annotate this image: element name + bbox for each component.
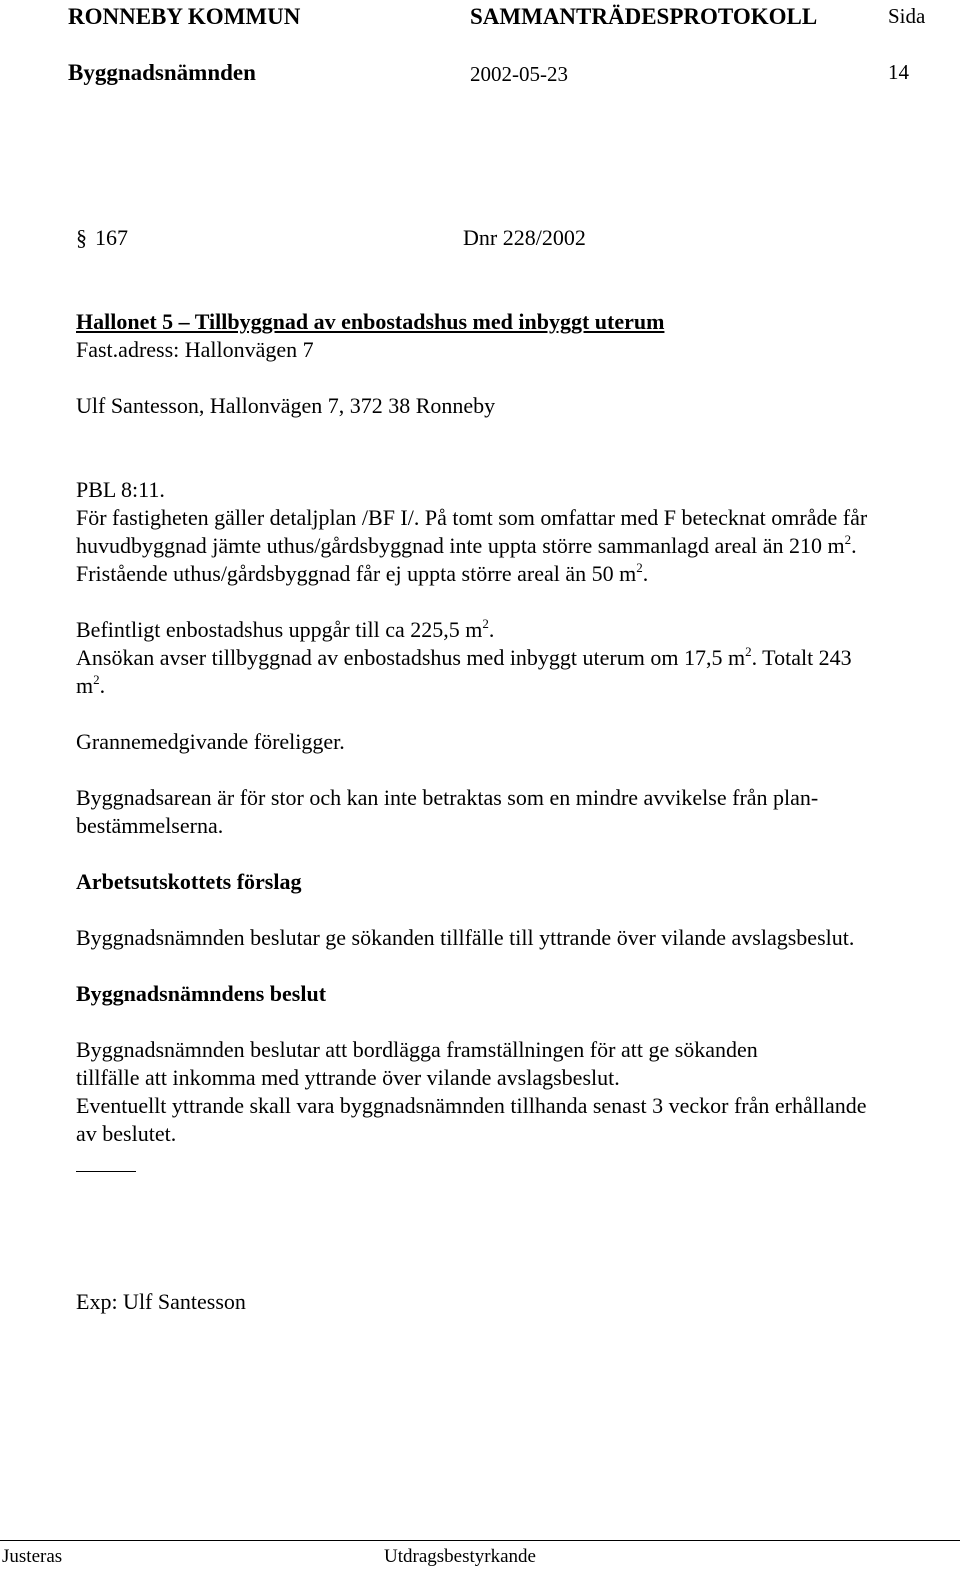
separator-line xyxy=(76,1171,136,1172)
body-line: För fastigheten gäller detaljplan /BF I/. På tomt som omfattar med F betecknat område får xyxy=(76,505,868,530)
law-reference: PBL 8:11. xyxy=(76,477,165,502)
body-line: Fristående uthus/gårdsbyggnad får ej uppta större areal än 50 $m^2$. xyxy=(76,559,649,586)
document-type: SAMMANTRÄDESPROTOKOLL xyxy=(470,4,818,29)
applicant: Ulf Santesson, Hallonvägen 7, 372 38 Ronneby xyxy=(76,393,496,418)
diary-number: Dnr 228/2002 xyxy=(463,225,586,250)
body-line: huvudbyggnad jämte uthus/gårdsbyggnad inte uppta större sammanlagd areal än 210 $m^2$. xyxy=(76,531,857,558)
page-number: 14 xyxy=(888,60,909,84)
section-number: 167 xyxy=(95,225,128,250)
property-address: Fast.adress: Hallonvägen 7 xyxy=(76,337,314,362)
org-name: RONNEBY KOMMUN xyxy=(68,4,301,29)
paragraph-sign: § xyxy=(76,225,87,250)
body-line: $m^2$. xyxy=(76,671,106,698)
decision-heading: Byggnadsnämndens beslut xyxy=(76,981,327,1006)
proposal-heading: Arbetsutskottets förslag xyxy=(76,869,302,894)
footer-justeras: Justeras xyxy=(2,1546,63,1567)
body-line: Ansökan avser tillbyggnad av enbostadshus med inbyggt uterum om 17,5 $m^2$. Totalt 243 xyxy=(76,643,852,670)
body-line: Befintligt enbostadshus uppgår till ca 225,5 $m^2$. xyxy=(76,615,495,642)
proposal-text: Byggnadsnämnden beslutar ge sökanden tillfälle till yttrande över vilande avslagsbeslut. xyxy=(76,925,855,950)
committee-name: Byggnadsnämnden xyxy=(68,60,256,85)
body-line: bestämmelserna. xyxy=(76,813,224,838)
meeting-date: 2002-05-23 xyxy=(470,62,568,86)
decision-line: Eventuellt yttrande skall vara byggnadsnämnden tillhanda senast 3 veckor från erhållande xyxy=(76,1093,867,1118)
footer-divider xyxy=(0,1540,960,1541)
neighbour-consent: Grannemedgivande föreligger. xyxy=(76,729,345,754)
decision-line: Byggnadsnämnden beslutar att bordlägga framställningen för att ge sökanden xyxy=(76,1037,758,1062)
decision-line: tillfälle att inkomma med yttrande över vilande avslagsbeslut. xyxy=(76,1065,620,1090)
dispatch-note: Exp: Ulf Santesson xyxy=(76,1289,246,1314)
decision-line: av beslutet. xyxy=(76,1121,177,1146)
case-title: Hallonet 5 – Tillbyggnad av enbostadshus med inbyggt uterum xyxy=(76,309,665,334)
page-label: Sida xyxy=(888,4,926,28)
footer-utdragsbestyrkande: Utdragsbestyrkande xyxy=(384,1546,536,1567)
body-line: Byggnadsarean är för stor och kan inte betraktas som en mindre avvikelse från plan- xyxy=(76,785,819,810)
